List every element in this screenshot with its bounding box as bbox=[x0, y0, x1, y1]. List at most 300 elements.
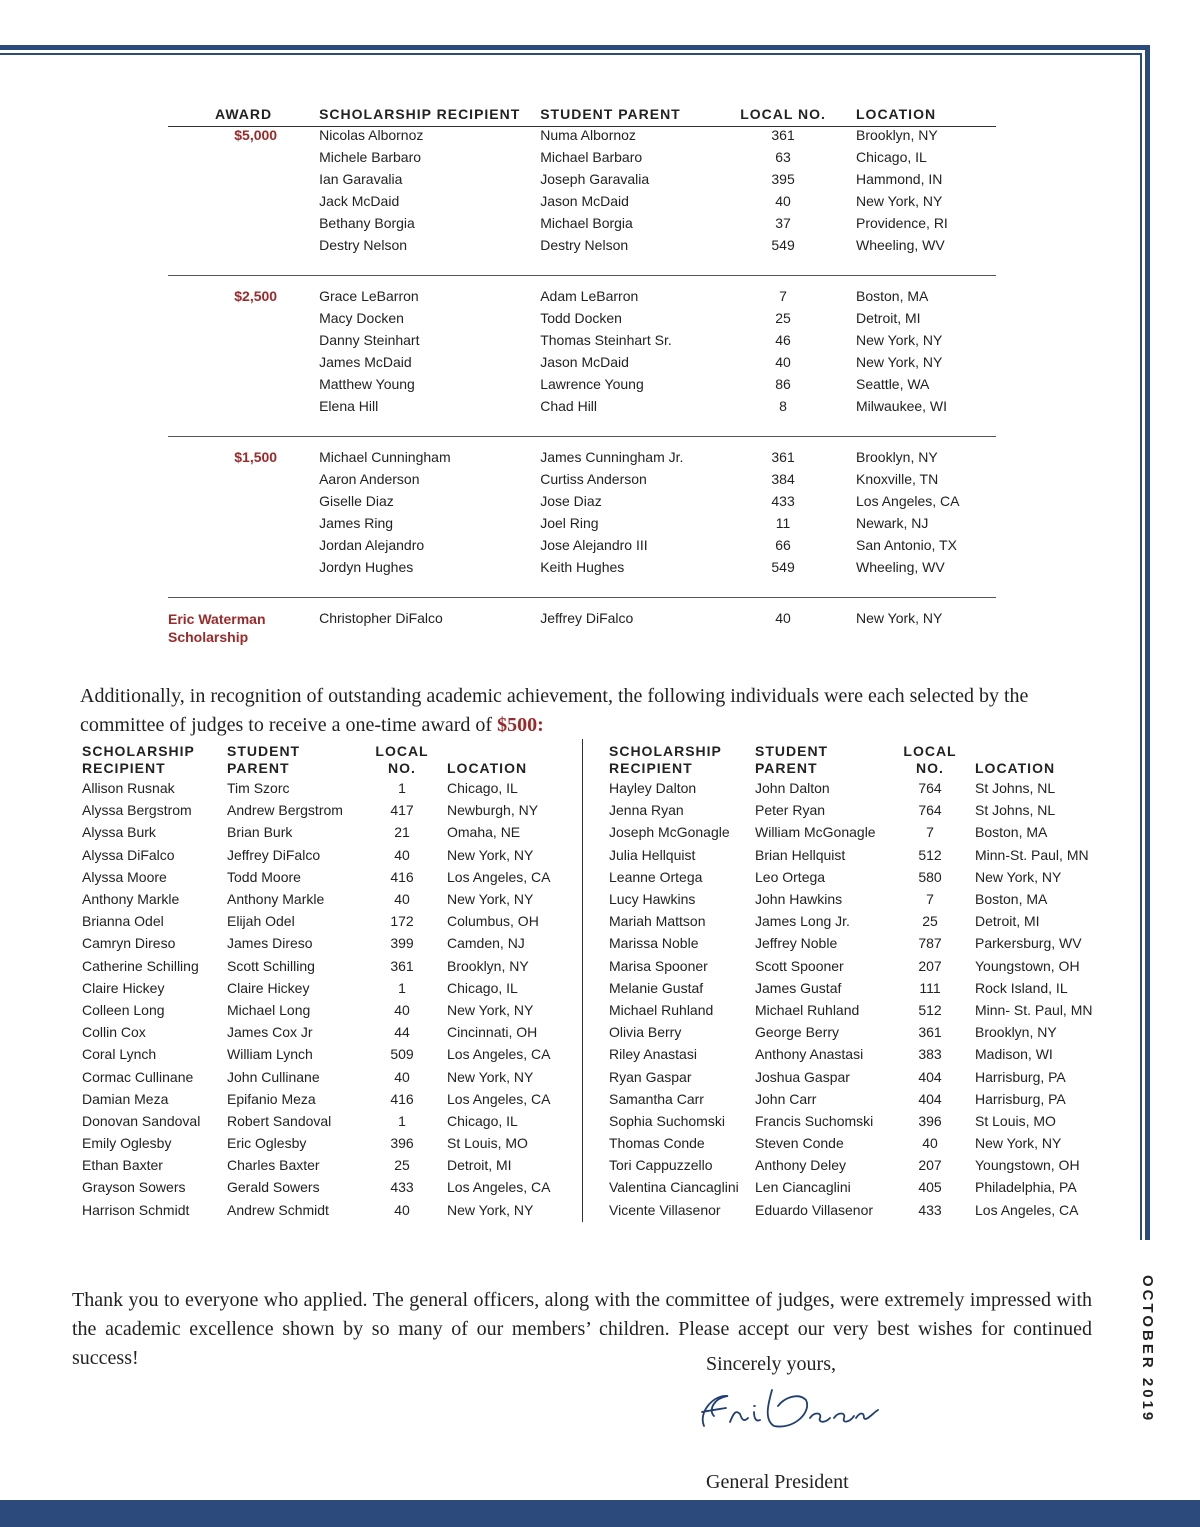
table-row bbox=[609, 1065, 1105, 1087]
award-label bbox=[168, 215, 319, 237]
location-cell: Providence, RI bbox=[856, 215, 948, 231]
location-cell: New York, NY bbox=[447, 846, 534, 863]
award-label bbox=[168, 493, 319, 515]
local-cell: 764 bbox=[918, 780, 942, 797]
local-cell: 40 bbox=[394, 846, 410, 863]
recipient-cell: Matthew Young bbox=[319, 376, 415, 392]
location-cell: Boston, MA bbox=[975, 891, 1048, 908]
parent-cell: Michael Borgia bbox=[540, 215, 633, 231]
recipient-cell: Hayley Dalton bbox=[609, 780, 697, 797]
local-cell: 1 bbox=[398, 1112, 406, 1129]
parent-cell: Peter Ryan bbox=[755, 802, 826, 819]
group-gap bbox=[168, 598, 996, 611]
location-cell: Los Angeles, CA bbox=[447, 1046, 551, 1063]
recipient-cell: Thomas Conde bbox=[609, 1135, 705, 1152]
location-cell: Chicago, IL bbox=[856, 149, 927, 165]
table-row bbox=[168, 171, 996, 193]
parent-cell: Leo Ortega bbox=[755, 868, 826, 885]
local-cell: 433 bbox=[771, 493, 795, 509]
recipient-cell: Nicolas Albornoz bbox=[319, 127, 424, 143]
parent-cell: Jeffrey DiFalco bbox=[540, 610, 634, 626]
parent-cell: Thomas Steinhart Sr. bbox=[540, 332, 672, 348]
award-label: $2,500 bbox=[234, 288, 278, 304]
recipient-cell: Ian Garavalia bbox=[319, 171, 403, 187]
recipient-cell: Grayson Sowers bbox=[82, 1179, 186, 1196]
table-row bbox=[609, 821, 1105, 843]
table-row bbox=[82, 955, 587, 977]
recipient-cell: Leanne Ortega bbox=[609, 868, 703, 885]
parent-cell: James Direso bbox=[227, 935, 313, 952]
location-cell: Milwaukee, WI bbox=[856, 398, 948, 414]
location-cell: Cincinnati, OH bbox=[447, 1024, 538, 1041]
local-cell: 46 bbox=[775, 332, 791, 348]
location-cell: Knoxville, TN bbox=[856, 471, 939, 487]
local-cell: 512 bbox=[918, 1001, 942, 1018]
location-cell: Los Angeles, CA bbox=[975, 1201, 1079, 1218]
local-cell: 63 bbox=[775, 149, 791, 165]
parent-cell: Eduardo Villasenor bbox=[755, 1201, 874, 1218]
recipient-cell: Samantha Carr bbox=[609, 1090, 704, 1107]
local-cell: 25 bbox=[394, 1157, 410, 1174]
parent-cell: Brian Hellquist bbox=[755, 846, 846, 863]
local-cell: 416 bbox=[390, 1090, 414, 1107]
merit-right-header-recipient: SCHOLARSHIP RECIPIENT bbox=[609, 743, 722, 776]
local-cell: 172 bbox=[390, 913, 414, 930]
table-row bbox=[168, 193, 996, 215]
merit-right-header-location: LOCATION bbox=[975, 760, 1056, 776]
table-row bbox=[609, 1132, 1105, 1154]
frame-right-inner-border bbox=[1140, 53, 1142, 1240]
recipient-cell: Allison Rusnak bbox=[82, 780, 175, 797]
group-gap bbox=[168, 276, 996, 289]
table-row bbox=[168, 354, 996, 376]
local-cell: 787 bbox=[918, 935, 942, 952]
recipient-cell: Olivia Berry bbox=[609, 1024, 682, 1041]
recipient-cell: James Ring bbox=[319, 515, 394, 531]
parent-cell: Francis Suchomski bbox=[755, 1112, 874, 1129]
parent-cell: Joseph Garavalia bbox=[540, 171, 650, 187]
merit-table-left bbox=[82, 739, 587, 1221]
table-row bbox=[82, 1176, 587, 1198]
award-label: $5,000 bbox=[234, 127, 278, 143]
award-label bbox=[168, 171, 319, 193]
parent-cell: John Carr bbox=[755, 1090, 817, 1107]
location-cell: Los Angeles, CA bbox=[447, 1179, 551, 1196]
location-cell: Madison, WI bbox=[975, 1046, 1053, 1063]
location-cell: Boston, MA bbox=[975, 824, 1048, 841]
table-row bbox=[609, 977, 1105, 999]
table-row bbox=[168, 398, 996, 420]
recipient-cell: Camryn Direso bbox=[82, 935, 176, 952]
table-row bbox=[82, 977, 587, 999]
parent-cell: Joshua Gaspar bbox=[755, 1068, 850, 1085]
table-row bbox=[609, 1021, 1105, 1043]
recipient-cell: Jenna Ryan bbox=[609, 802, 684, 819]
column-divider bbox=[582, 739, 583, 1222]
local-cell: 25 bbox=[922, 913, 938, 930]
parent-cell: Adam LeBarron bbox=[540, 288, 639, 304]
table-row bbox=[609, 1176, 1105, 1198]
local-cell: 40 bbox=[394, 1201, 410, 1218]
local-cell: 361 bbox=[771, 127, 795, 143]
location-cell: New York, NY bbox=[447, 1201, 534, 1218]
local-cell: 37 bbox=[775, 215, 791, 231]
location-cell: Rock Island, IL bbox=[975, 979, 1068, 996]
local-cell: 25 bbox=[775, 310, 791, 326]
location-cell: Chicago, IL bbox=[447, 780, 518, 797]
recipient-cell: Collin Cox bbox=[82, 1024, 146, 1041]
location-cell: Boston, MA bbox=[856, 288, 929, 304]
table-row bbox=[609, 888, 1105, 910]
intro-paragraph bbox=[80, 682, 1110, 740]
local-cell: 361 bbox=[918, 1024, 942, 1041]
table-row bbox=[168, 149, 996, 171]
location-cell: Hammond, IN bbox=[856, 171, 943, 187]
recipient-cell: Elena Hill bbox=[319, 398, 379, 414]
local-cell: 433 bbox=[918, 1201, 942, 1218]
location-cell: Camden, NJ bbox=[447, 935, 525, 952]
location-cell: New York, NY bbox=[447, 1068, 534, 1085]
header-award: AWARD bbox=[168, 104, 319, 127]
parent-cell: Gerald Sowers bbox=[227, 1179, 320, 1196]
parent-cell: Jason McDaid bbox=[540, 193, 629, 209]
location-cell: Los Angeles, CA bbox=[447, 1090, 551, 1107]
local-cell: 509 bbox=[390, 1046, 414, 1063]
recipient-cell: Bethany Borgia bbox=[319, 215, 415, 231]
location-cell: Youngstown, OH bbox=[975, 1157, 1080, 1174]
location-cell: Omaha, NE bbox=[447, 824, 521, 841]
recipient-cell: Coral Lynch bbox=[82, 1046, 157, 1063]
recipient-cell: Ethan Baxter bbox=[82, 1157, 163, 1174]
parent-cell: Jeffrey Noble bbox=[755, 935, 838, 952]
table-row bbox=[82, 1043, 587, 1065]
header-parent: STUDENT PARENT bbox=[540, 104, 732, 127]
parent-cell: Anthony Markle bbox=[227, 891, 325, 908]
parent-cell: Andrew Schmidt bbox=[227, 1201, 329, 1218]
recipient-cell: Melanie Gustaf bbox=[609, 979, 704, 996]
merit-table-right bbox=[609, 739, 1105, 1221]
local-cell: 7 bbox=[779, 288, 787, 304]
table-row bbox=[82, 1132, 587, 1154]
merit-left-header-local: LOCAL NO. bbox=[375, 743, 429, 776]
award-label bbox=[168, 537, 319, 559]
table-row bbox=[168, 215, 996, 237]
local-cell: 433 bbox=[390, 1179, 414, 1196]
parent-cell: James Cox Jr bbox=[227, 1024, 313, 1041]
local-cell: 1 bbox=[398, 979, 406, 996]
recipient-cell: Marissa Noble bbox=[609, 935, 699, 952]
recipient-cell: Destry Nelson bbox=[319, 237, 408, 253]
recipient-cell: Michele Barbaro bbox=[319, 149, 422, 165]
table-row bbox=[609, 955, 1105, 977]
recipient-cell: Marisa Spooner bbox=[609, 957, 708, 974]
parent-cell: George Berry bbox=[755, 1024, 840, 1041]
parent-cell: Scott Schilling bbox=[227, 957, 315, 974]
table-row bbox=[82, 1199, 587, 1221]
local-cell: 512 bbox=[918, 846, 942, 863]
table-row bbox=[168, 559, 996, 581]
location-cell: Los Angeles, CA bbox=[447, 868, 551, 885]
award-label bbox=[168, 193, 319, 215]
location-cell: Minn-St. Paul, MN bbox=[975, 846, 1089, 863]
location-cell: New York, NY bbox=[856, 193, 943, 209]
table-row bbox=[82, 1110, 587, 1132]
recipient-cell: Michael Cunningham bbox=[319, 449, 451, 465]
parent-cell: Michael Barbaro bbox=[540, 149, 643, 165]
recipient-cell: Michael Ruhland bbox=[609, 1001, 714, 1018]
table-row bbox=[168, 237, 996, 259]
parent-cell: James Long Jr. bbox=[755, 913, 850, 930]
table-row bbox=[609, 910, 1105, 932]
recipient-cell: Catherine Schilling bbox=[82, 957, 199, 974]
local-cell: 86 bbox=[775, 376, 791, 392]
table-row bbox=[82, 844, 587, 866]
parent-cell: Anthony Anastasi bbox=[755, 1046, 864, 1063]
intro-text: Additionally, in recognition of outstanding academic achievement, the following individuals were each selected by the committee of judges to receive a one-time award of bbox=[80, 685, 1029, 736]
local-cell: 40 bbox=[775, 354, 791, 370]
recipient-cell: Jack McDaid bbox=[319, 193, 400, 209]
award-amount: $500: bbox=[497, 714, 544, 736]
frame-right-border bbox=[1145, 45, 1150, 1240]
location-cell: Brooklyn, NY bbox=[975, 1024, 1057, 1041]
table-row bbox=[609, 1199, 1105, 1221]
location-cell: New York, NY bbox=[856, 610, 943, 626]
recipient-cell: James McDaid bbox=[319, 354, 412, 370]
table-row bbox=[82, 799, 587, 821]
header-recipient: SCHOLARSHIP RECIPIENT bbox=[319, 104, 540, 127]
recipient-cell: Alyssa DiFalco bbox=[82, 846, 175, 863]
parent-cell: John Dalton bbox=[755, 780, 830, 797]
recipient-cell: Alyssa Burk bbox=[82, 824, 156, 841]
signature-image bbox=[694, 1382, 914, 1438]
recipient-cell: Grace LeBarron bbox=[319, 288, 419, 304]
parent-cell: Lawrence Young bbox=[540, 376, 644, 392]
local-cell: 7 bbox=[926, 891, 934, 908]
location-cell: Chicago, IL bbox=[447, 979, 518, 996]
table-row bbox=[168, 610, 996, 646]
award-label bbox=[168, 310, 319, 332]
location-cell: Detroit, MI bbox=[975, 913, 1040, 930]
parent-cell: Jason McDaid bbox=[540, 354, 629, 370]
recipient-cell: Danny Steinhart bbox=[319, 332, 420, 348]
frame-top-inner-border bbox=[0, 53, 1142, 55]
location-cell: Harrisburg, PA bbox=[975, 1090, 1066, 1107]
merit-left-header-parent: STUDENT PARENT bbox=[227, 743, 301, 776]
table-row bbox=[168, 310, 996, 332]
local-cell: 549 bbox=[771, 559, 795, 575]
table-row bbox=[168, 537, 996, 559]
merit-left-header bbox=[82, 739, 587, 777]
recipient-cell: Vicente Villasenor bbox=[609, 1201, 721, 1218]
recipient-cell: Julia Hellquist bbox=[609, 846, 696, 863]
location-cell: New York, NY bbox=[856, 354, 943, 370]
local-cell: 40 bbox=[775, 193, 791, 209]
recipient-cell: Brianna Odel bbox=[82, 913, 164, 930]
local-cell: 580 bbox=[918, 868, 942, 885]
table-row bbox=[168, 332, 996, 354]
table-row bbox=[609, 1154, 1105, 1176]
award-label bbox=[168, 237, 319, 259]
frame-top-border bbox=[0, 45, 1150, 50]
location-cell: Brooklyn, NY bbox=[447, 957, 529, 974]
location-cell: Detroit, MI bbox=[856, 310, 921, 326]
parent-cell: Keith Hughes bbox=[540, 559, 625, 575]
location-cell: Chicago, IL bbox=[447, 1112, 518, 1129]
table-row bbox=[609, 932, 1105, 954]
merit-right-header bbox=[609, 739, 1105, 777]
location-cell: Philadelphia, PA bbox=[975, 1179, 1077, 1196]
parent-cell: John Hawkins bbox=[755, 891, 843, 908]
local-cell: 361 bbox=[390, 957, 414, 974]
local-cell: 111 bbox=[919, 979, 941, 996]
parent-cell: Claire Hickey bbox=[227, 979, 310, 996]
table-row bbox=[168, 493, 996, 515]
table-row bbox=[82, 777, 587, 799]
awards-table-body bbox=[168, 127, 996, 647]
recipient-cell: Damian Meza bbox=[82, 1090, 169, 1107]
location-cell: Newburgh, NY bbox=[447, 802, 539, 819]
parent-cell: Michael Ruhland bbox=[755, 1001, 860, 1018]
location-cell: Columbus, OH bbox=[447, 913, 539, 930]
parent-cell: Andrew Bergstrom bbox=[227, 802, 343, 819]
location-cell: Detroit, MI bbox=[447, 1157, 512, 1174]
recipient-cell: Alyssa Moore bbox=[82, 868, 167, 885]
table-row bbox=[82, 999, 587, 1021]
recipient-cell: Lucy Hawkins bbox=[609, 891, 696, 908]
award-label bbox=[168, 149, 319, 171]
recipient-cell: Ryan Gaspar bbox=[609, 1068, 692, 1085]
recipient-cell: Valentina Ciancaglini bbox=[609, 1179, 739, 1196]
signer-title: General President bbox=[706, 1471, 849, 1493]
table-row bbox=[82, 1065, 587, 1087]
parent-cell: John Cullinane bbox=[227, 1068, 320, 1085]
local-cell: 404 bbox=[918, 1068, 942, 1085]
location-cell: New York, NY bbox=[975, 1135, 1062, 1152]
parent-cell: Anthony Deley bbox=[755, 1157, 847, 1174]
local-cell: 416 bbox=[390, 868, 414, 885]
table-row bbox=[82, 932, 587, 954]
table-row bbox=[168, 515, 996, 537]
award-label bbox=[168, 398, 319, 420]
table-row bbox=[609, 1110, 1105, 1132]
parent-cell: James Gustaf bbox=[755, 979, 842, 996]
award-label bbox=[168, 471, 319, 493]
recipient-cell: Macy Docken bbox=[319, 310, 404, 326]
recipient-cell: Mariah Mattson bbox=[609, 913, 706, 930]
recipient-cell: Alyssa Bergstrom bbox=[82, 802, 192, 819]
location-cell: New York, NY bbox=[975, 868, 1062, 885]
local-cell: 40 bbox=[394, 891, 410, 908]
merit-left-header-location: LOCATION bbox=[447, 760, 528, 776]
merit-right-header-local: LOCAL NO. bbox=[903, 743, 957, 776]
recipient-cell: Riley Anastasi bbox=[609, 1046, 697, 1063]
location-cell: Los Angeles, CA bbox=[856, 493, 960, 509]
recipient-cell: Claire Hickey bbox=[82, 979, 165, 996]
local-cell: 66 bbox=[775, 537, 791, 553]
table-row bbox=[82, 1154, 587, 1176]
table-row bbox=[168, 288, 996, 310]
recipient-cell: Donovan Sandoval bbox=[82, 1112, 201, 1129]
group-gap bbox=[168, 437, 996, 450]
local-cell: 417 bbox=[390, 802, 414, 819]
local-cell: 207 bbox=[918, 1157, 942, 1174]
parent-cell: Michael Long bbox=[227, 1001, 311, 1018]
parent-cell: William McGonagle bbox=[755, 824, 876, 841]
parent-cell: Numa Albornoz bbox=[540, 127, 636, 143]
recipient-cell: Anthony Markle bbox=[82, 891, 180, 908]
location-cell: Wheeling, WV bbox=[856, 559, 945, 575]
parent-cell: Charles Baxter bbox=[227, 1157, 320, 1174]
local-cell: 396 bbox=[918, 1112, 942, 1129]
parent-cell: Robert Sandoval bbox=[227, 1112, 332, 1129]
local-cell: 40 bbox=[775, 610, 791, 626]
parent-cell: Elijah Odel bbox=[227, 913, 295, 930]
table-row bbox=[609, 777, 1105, 799]
table-row bbox=[609, 799, 1105, 821]
location-cell: San Antonio, TX bbox=[856, 537, 957, 553]
recipient-cell: Cormac Cullinane bbox=[82, 1068, 194, 1085]
award-label: $1,500 bbox=[234, 449, 278, 465]
location-cell: New York, NY bbox=[447, 891, 534, 908]
parent-cell: Todd Docken bbox=[540, 310, 622, 326]
parent-cell: Len Ciancaglini bbox=[755, 1179, 851, 1196]
group-separator bbox=[168, 420, 996, 437]
location-cell: Brooklyn, NY bbox=[856, 449, 938, 465]
parent-cell: James Cunningham Jr. bbox=[540, 449, 684, 465]
recipient-cell: Jordan Alejandro bbox=[319, 537, 425, 553]
recipient-cell: Jordyn Hughes bbox=[319, 559, 414, 575]
local-cell: 361 bbox=[771, 449, 795, 465]
local-cell: 399 bbox=[390, 935, 414, 952]
group-separator bbox=[168, 259, 996, 276]
location-cell: Newark, NJ bbox=[856, 515, 929, 531]
salutation: Sincerely yours, bbox=[706, 1353, 836, 1375]
local-cell: 40 bbox=[922, 1135, 938, 1152]
table-row bbox=[168, 449, 996, 471]
table-row bbox=[609, 844, 1105, 866]
recipient-cell: Giselle Diaz bbox=[319, 493, 394, 509]
location-cell: St Louis, MO bbox=[975, 1112, 1056, 1129]
merit-left-body bbox=[82, 777, 587, 1221]
parent-cell: Scott Spooner bbox=[755, 957, 844, 974]
awards-table-header bbox=[168, 104, 996, 127]
parent-cell: Curtiss Anderson bbox=[540, 471, 647, 487]
parent-cell: William Lynch bbox=[227, 1046, 313, 1063]
parent-cell: Todd Moore bbox=[227, 868, 301, 885]
recipient-cell: Harrison Schmidt bbox=[82, 1201, 190, 1218]
parent-cell: Epifanio Meza bbox=[227, 1090, 316, 1107]
closing-paragraph: Thank you to everyone who applied. The general officers, along with the committee of judges, were extremely impressed with the academic excellence shown by so many of our members’ children. Please accept our very best wishes for continued success! bbox=[72, 1289, 1092, 1369]
local-cell: 396 bbox=[390, 1135, 414, 1152]
header-local: LOCAL NO. bbox=[732, 104, 834, 127]
group-separator bbox=[168, 581, 996, 598]
local-cell: 404 bbox=[918, 1090, 942, 1107]
table-row bbox=[82, 821, 587, 843]
award-label bbox=[168, 515, 319, 537]
location-cell: St Johns, NL bbox=[975, 802, 1056, 819]
location-cell: Seattle, WA bbox=[856, 376, 930, 392]
local-cell: 40 bbox=[394, 1068, 410, 1085]
local-cell: 11 bbox=[775, 515, 791, 531]
award-label bbox=[168, 376, 319, 398]
recipient-cell: Colleen Long bbox=[82, 1001, 165, 1018]
location-cell: Brooklyn, NY bbox=[856, 127, 938, 143]
location-cell: Parkersburg, WV bbox=[975, 935, 1082, 952]
merit-right-header-parent: STUDENT PARENT bbox=[755, 743, 829, 776]
local-cell: 1 bbox=[398, 780, 406, 797]
award-label bbox=[168, 559, 319, 581]
table-row bbox=[609, 999, 1105, 1021]
